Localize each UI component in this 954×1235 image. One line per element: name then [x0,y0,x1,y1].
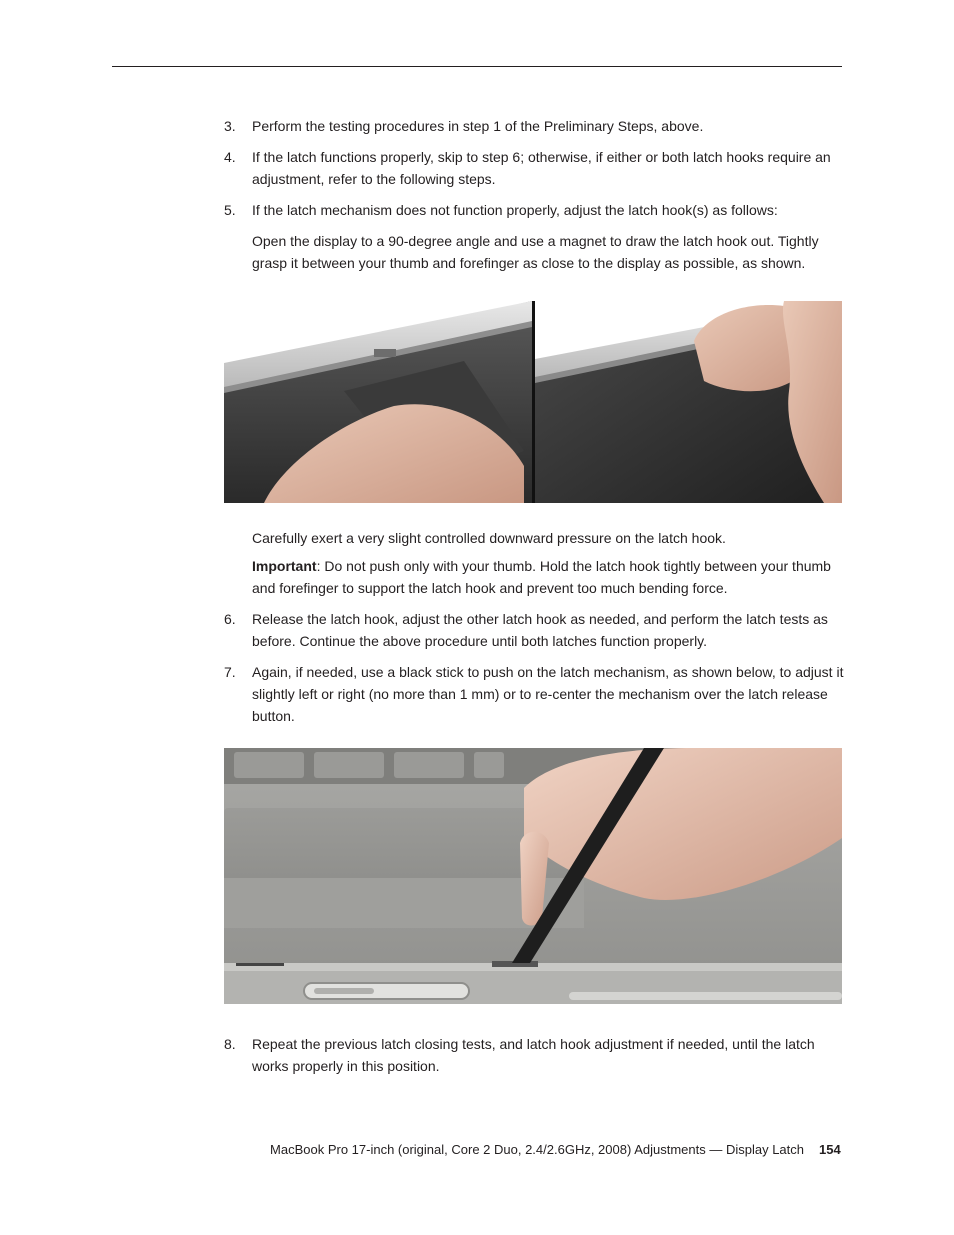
step-text: Repeat the previous latch closing tests, and latch hook adjustment if needed, until the latch works properly in this position. [252,1036,815,1074]
page-number: 154 [819,1142,841,1157]
important-label: Important [252,558,317,574]
step-number: 7. [224,664,236,680]
step-text: If the latch functions properly, skip to step 6; otherwise, if either or both latch hooks require an adjustment, refer to the following steps. [252,149,831,187]
black-stick-photo [224,748,842,1004]
important-text: : Do not push only with your thumb. Hold the latch hook tightly between your thumb and forefinger to support the latch hook and prevent too much bending force. [252,558,831,596]
step-number: 4. [224,149,236,165]
step-number: 5. [224,202,236,218]
footer-title: MacBook Pro 17-inch (original, Core 2 Duo, 2.4/2.6GHz, 2008) Adjustments — Display Latch [270,1142,804,1157]
step-number: 6. [224,611,236,627]
step-number: 8. [224,1036,236,1052]
step-text: Perform the testing procedures in step 1 of the Preliminary Steps, above. [252,118,704,134]
pressure-note: Carefully exert a very slight controlled downward pressure on the latch hook. [252,530,726,546]
step-number: 3. [224,118,236,134]
header-rule [112,66,842,67]
step-text: Again, if needed, use a black stick to push on the latch mechanism, as shown below, to adjust it slightly left or right (no more than 1 mm) or to re-center the mechanism over the latch release button. [252,664,844,724]
step-5-detail: Open the display to a 90-degree angle and use a magnet to draw the latch hook out. Tightly grasp it between your thumb and forefinger as close to the display as possible, as shown. [252,233,819,271]
important-note [252,555,844,599]
step-text: If the latch mechanism does not function properly, adjust the latch hook(s) as follows: [252,202,778,218]
step-text: Release the latch hook, adjust the other latch hook as needed, and perform the latch tests as before. Continue the above procedure until both latches function properly. [252,611,828,649]
latch-hook-photo [224,301,842,503]
